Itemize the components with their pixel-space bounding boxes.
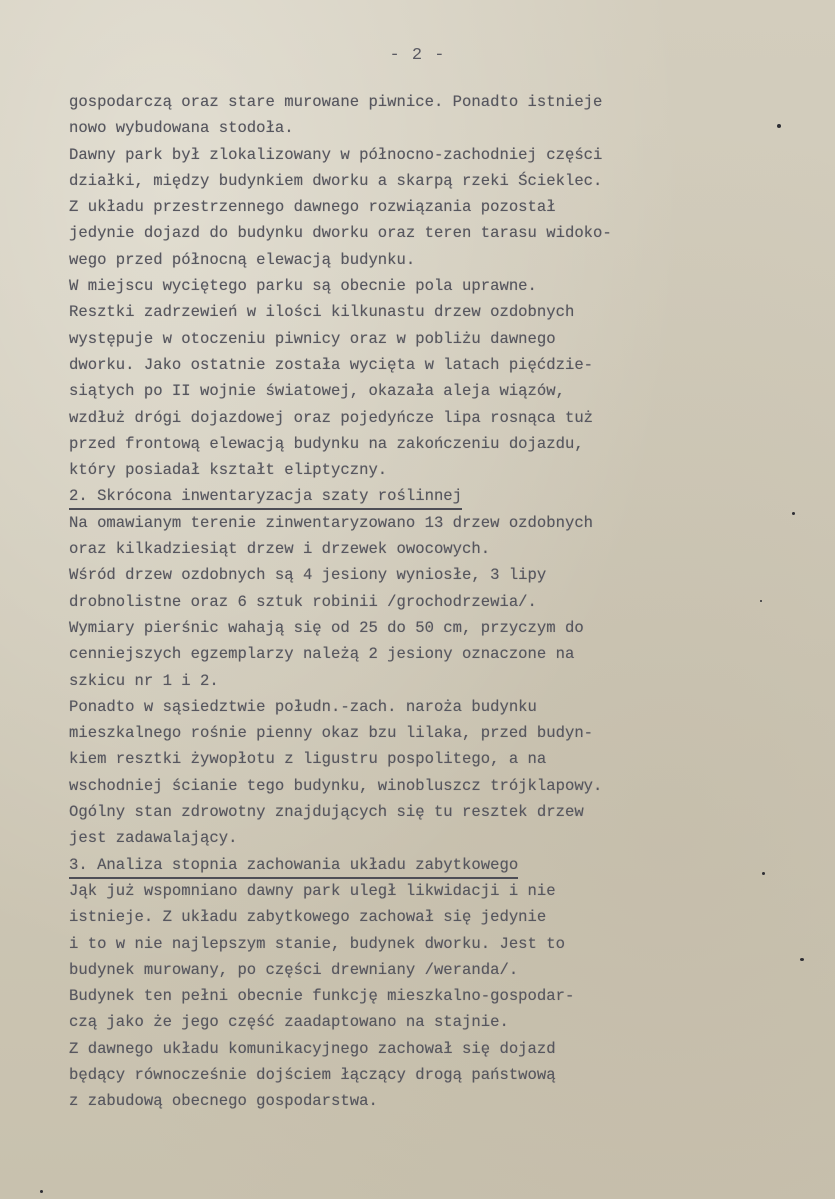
text-line (69, 168, 689, 194)
text-line-content: Resztki zadrzewień w ilości kilkunastu drzew ozdobnych (69, 303, 575, 322)
text-line-content: który posiadał kształt eliptyczny. (69, 461, 388, 480)
text-line (69, 878, 689, 904)
text-line-content: istnieje. Z układu zabytkowego zachował się jedynie (69, 908, 547, 927)
text-line-content: wschodniej ścianie tego budynku, winobluszcz trójklapowy. (69, 776, 603, 795)
text-line (69, 510, 689, 536)
text-line (69, 1088, 689, 1114)
text-line-content: W miejscu wyciętego parku są obecnie pola uprawne. (69, 277, 537, 296)
text-line (69, 694, 689, 720)
page-number: - 2 - (389, 46, 446, 65)
text-line-content: gospodarczą oraz stare murowane piwnice. Ponadto istnieje (69, 93, 603, 111)
text-line (69, 983, 689, 1009)
text-line-content: budynek murowany, po części drewniany /weranda/. (69, 960, 519, 979)
section-heading-line (69, 852, 689, 878)
text-line-content: kiem resztki żywopłotu z ligustru pospolitego, a na (69, 750, 547, 769)
text-line-content: wzdłuż drógi dojazdowej oraz pojedyńcze lipa rosnąca tuż (69, 408, 594, 427)
text-line (69, 562, 689, 588)
text-line-content: dworku. Jako ostatnie została wycięta w latach pięćdzie- (69, 355, 594, 374)
section-heading: 2. Skrócona inwentaryzacja szaty roślinnej (69, 486, 462, 510)
text-line-content: działki, między budynkiem dworku a skarpą rzeki Ścieklec. (69, 171, 603, 190)
text-line (69, 378, 689, 404)
typed-body-text (69, 89, 689, 1115)
text-line (69, 115, 689, 141)
text-line (69, 326, 689, 352)
text-line (69, 299, 689, 325)
paper-speck (762, 872, 765, 875)
text-line (69, 89, 689, 115)
text-line (69, 720, 689, 746)
text-line (69, 1009, 689, 1035)
section-heading-line (69, 483, 689, 509)
text-line-content: Dawny park był zlokalizowany w północno-zachodniej części (69, 145, 603, 164)
text-line (69, 1062, 689, 1088)
text-line (69, 825, 689, 851)
text-line (69, 799, 689, 825)
text-line-content: Z układu przestrzennego dawnego rozwiązania pozostał (69, 198, 556, 217)
text-line (69, 194, 689, 220)
text-line (69, 457, 689, 483)
text-line-content: Z dawnego układu komunikacyjnego zachował się dojazd (69, 1039, 556, 1058)
text-line (69, 773, 689, 799)
text-line (69, 247, 689, 273)
text-line-content: czą jako że jego część zaadaptowano na stajnie. (69, 1013, 509, 1032)
text-line (69, 142, 689, 168)
text-line-content: Wśród drzew ozdobnych są 4 jesiony wyniosłe, 3 lipy (69, 566, 547, 585)
text-line-content: wego przed północną elewacją budynku. (69, 250, 416, 269)
section-heading: 3. Analiza stopnia zachowania układu zabytkowego (69, 855, 518, 879)
text-line-content: mieszkalnego rośnie pienny okaz bzu lilaka, przed budyn- (69, 724, 594, 743)
paper-speck (40, 1190, 43, 1193)
text-line (69, 273, 689, 299)
text-line-content: jedynie dojazd do budynku dworku oraz teren tarasu widoko- (69, 224, 612, 243)
text-line-content: jest zadawalający. (69, 829, 238, 848)
text-line (69, 641, 689, 667)
paper-speck (792, 512, 795, 515)
text-line-content: Wymiary pierśnic wahają się od 25 do 50 cm, przyczym do (69, 618, 584, 637)
text-line-content: Budynek ten pełni obecnie funkcję mieszkalno-gospodar- (69, 987, 575, 1006)
text-line (69, 615, 689, 641)
text-line-content: oraz kilkadziesiąt drzew i drzewek owocowych. (69, 540, 491, 559)
text-line (69, 536, 689, 562)
text-line (69, 220, 689, 246)
text-line-content: z zabudową obecnego gospodarstwa. (69, 1092, 378, 1111)
paper-speck (800, 958, 804, 961)
text-line-content: Ponadto w sąsiedztwie połudn.-zach. naroża budynku (69, 697, 537, 716)
text-line (69, 746, 689, 772)
text-line-content: i to w nie najlepszym stanie, budynek dworku. Jest to (69, 934, 565, 953)
text-line (69, 352, 689, 378)
text-line-content: Jąk już wspomniano dawny park uległ likwidacji i nie (69, 881, 556, 900)
text-line-content: cenniejszych egzemplarzy należą 2 jesiony oznaczone na (69, 645, 575, 664)
text-line-content: siątych po II wojnie światowej, okazała aleja wiązów, (69, 382, 565, 401)
text-line-content: nowo wybudowana stodoła. (69, 119, 294, 138)
text-line (69, 1036, 689, 1062)
paper-speck (777, 124, 781, 128)
text-line-content: Na omawianym terenie zinwentaryzowano 13 drzew ozdobnych (69, 513, 594, 532)
text-line (69, 405, 689, 431)
text-line-content: będący równocześnie dojściem łączący drogą państwową (69, 1065, 556, 1084)
text-line-content: Ogólny stan zdrowotny znajdujących się tu resztek drzew (69, 803, 584, 822)
text-line-content: przed frontową elewacją budynku na zakończeniu dojazdu, (69, 434, 584, 453)
paper-speck (760, 600, 762, 602)
text-line (69, 904, 689, 930)
text-line (69, 668, 689, 694)
text-line (69, 431, 689, 457)
text-line-content: występuje w otoczeniu piwnicy oraz w pobliżu dawnego (69, 329, 556, 348)
text-line-content: szkicu nr 1 i 2. (69, 671, 219, 690)
text-line (69, 931, 689, 957)
text-line-content: drobnolistne oraz 6 sztuk robinii /grochodrzewia/. (69, 592, 537, 611)
text-line (69, 957, 689, 983)
text-line (69, 589, 689, 615)
